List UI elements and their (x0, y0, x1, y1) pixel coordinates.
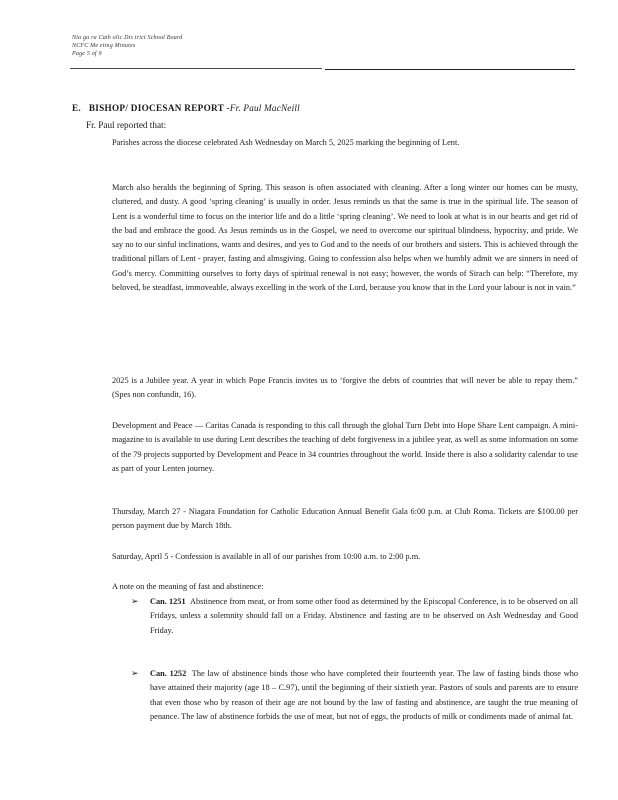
report-item-fast-abstinence-note: A note on the meaning of fast and abstinence: (112, 582, 264, 591)
canon-label: Can. 1251 (150, 597, 186, 606)
document-header (72, 34, 183, 59)
arrow-bullet-icon: ➢ (131, 668, 139, 678)
report-item-confession: Saturday, April 5 - Confession is available in all of our parishes from 10:00 a.m. to 2:00 p.m. (112, 552, 421, 561)
canon-1251 (150, 595, 578, 638)
header-meeting-minutes: NCFC Me eting Minutes (72, 43, 136, 50)
canon-text: Abstinence from meat, or from some other food as determined by the Episcopal Conference, is to be observed on all Fridays, unless a solemnity should fall on a Friday. Abstinence and fasting are to be observed on Ash Wednesday and Good Friday. (150, 597, 578, 635)
canon-label: Can. 1252 (150, 669, 187, 678)
section-intro: Fr. Paul reported that: (86, 120, 167, 130)
report-item-ash-wednesday: Parishes across the diocese celebrated Ash Wednesday on March 5, 2025 marking the beginning of Lent. (112, 138, 460, 147)
arrow-bullet-icon: ➢ (131, 596, 139, 606)
section-presenter: Fr. Paul MacNeill (229, 103, 300, 113)
section-letter: E. (72, 103, 82, 113)
section-title: BISHOP/ DIOCESAN REPORT - (88, 103, 230, 113)
report-item-development-and-peace: Development and Peace — Caritas Canada is responding to this call through the global Turn Debt into Hope Share Lent campaign. A mini-magazine to is available to use during Lent describes the teaching of debt forgiveness in a jubilee year, as well as some information on some of the 79 projects supported by Development and Peace in 34 countries throughout the world. Inside there is also a solidarity calendar to use as part of your Lenten journey. (112, 421, 578, 473)
report-item-jubilee-year: 2025 is a Jubilee year. A year in which Pope Francis invites us to ‘forgive the debts of countries that will never be able to repay them.” (Spes non confundit, 16). (112, 376, 578, 400)
canon-1252 (150, 667, 578, 724)
header-rule-long (325, 69, 575, 70)
header-page-number: Page 5 of 9 (72, 51, 102, 58)
header-rule-short (70, 68, 322, 69)
section-heading (72, 103, 300, 113)
header-board-name: Nia ga ra Cath olic Dis trict School Board (72, 35, 183, 41)
report-item-benefit-gala: Thursday, March 27 - Niagara Foundation for Catholic Education Annual Benefit Gala 6:00 p.m. at Club Roma. Tickets are $100.00 per person payment due by March 18th. (112, 507, 578, 531)
canon-text: The law of abstinence binds those who have completed their fourteenth year. The law of fasting binds those who have attained their majority (age 18 – C.97), until the beginning of their sixtieth year. Pastors of souls and parents are to ensure that even those who by reason of their age are not bound by the law of fasting and abstinence, are taught the true meaning of penance. The law of abstinence forbids the use of meat, but not of eggs, the products of milk or condiments made of animal fat. (150, 669, 578, 721)
report-item-spring-cleaning: March also heralds the beginning of Spring. This season is often associated with cleaning. After a long winter our homes can be musty, cluttered, and dusty. A good ‘spring cleaning’ is usually in order. Jesus reminds us that the same is true in the spiritual life. The season of Lent is a wonderful time to focus on the interior life and do a little ‘spring cleaning’. We need to look at what is in our hearts and get rid of the bad and embrace the good. As Jesus reminds us in the Gospel, we need to overcome our spiritual blindness, hypocrisy, and pride. We say no to our sinful inclinations, wants and desires, and yes to God and to the needs of our brothers and sisters. This is achieved through the traditional pillars of Lent - prayer, fasting and almsgiving. Going to confession also helps when we humbly admit we are sinners in need of God’s mercy. Committing ourselves to forty days of spiritual renewal is not easy; however, the words of Sirach can help: “Therefore, my beloved, be steadfast, immoveable, always excelling in the work of the Lord, because you know that in the Lord your labour is not in vain.” (112, 183, 578, 293)
